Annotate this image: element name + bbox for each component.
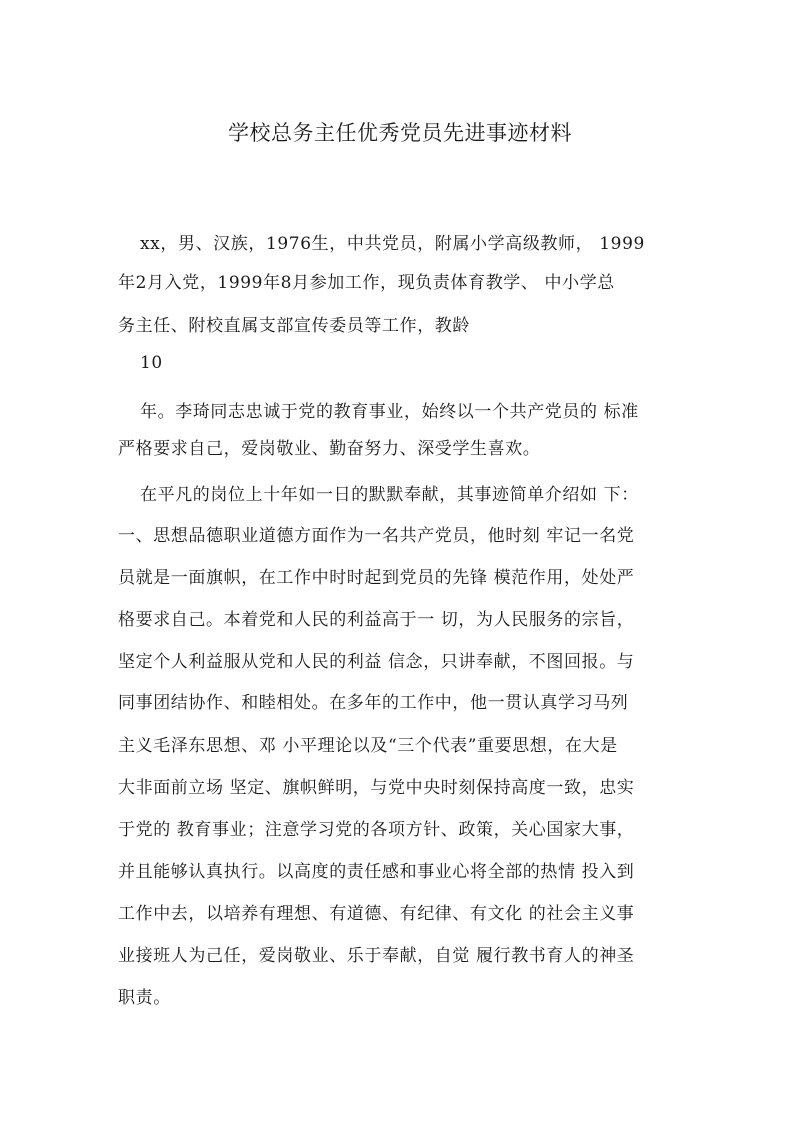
body-line-3: 务主任、附校直属支部宣传委员等工作，教龄 xyxy=(118,316,470,336)
body-line-4: 10 xyxy=(140,353,163,373)
body-line-13: 主义毛泽东思想、邓 小平理论以及“三个代表”重要思想，在大是 xyxy=(118,736,618,756)
body-line-17: 工作中去，以培养有理想、有道德、有纪律、有文化 的社会主义事 xyxy=(118,904,635,924)
body-line-11: 坚定个人利益服从党和人民的利益 信念，只讲奉献，不图回报。与 xyxy=(118,652,635,672)
body-line-10: 格要求自己。本着党和人民的利益高于一 切，为人民服务的宗旨， xyxy=(118,610,635,630)
body-line-14: 大非面前立场 坚定、旗帜鲜明，与党中央时刻保持高度一致，忠实 xyxy=(118,778,635,798)
body-line-1: xx，男、汉族，1976生，中共党员，附属小学高级教师， 1999 xyxy=(140,234,645,254)
body-line-7: 在平凡的岗位上十年如一日的默默奉献，其事迹简单介绍如 下： xyxy=(140,485,639,505)
body-line-16: 并且能够认真执行。以高度的责任感和事业心将全部的热情 投入到 xyxy=(118,862,635,882)
body-line-2: 年2月入党，1999年8月参加工作，现负责体育教学、 中小学总 xyxy=(118,273,615,293)
body-line-15: 于党的 教育事业；注意学习党的各项方针、政策，关心国家大事， xyxy=(118,820,635,840)
body-line-12: 同事团结协作、和睦相处。在多年的工作中，他一贯认真学习马列 xyxy=(118,693,629,713)
body-line-19: 职责。 xyxy=(118,988,171,1008)
body-line-8: 一、思想品德职业道德方面作为一名共产党员，他时刻 牢记一名党 xyxy=(118,526,635,546)
body-line-18: 业接班人为己任，爱岗敬业、乐于奉献，自觉 履行教书育人的神圣 xyxy=(118,946,635,966)
body-line-9: 员就是一面旗帜，在工作中时时起到党员的先锋 模范作用，处处严 xyxy=(118,568,635,588)
body-line-6: 严格要求自己，爱岗敬业、勤奋努力、深受学生喜欢。 xyxy=(118,439,541,459)
body-line-5: 年。李琦同志忠诚于党的教育事业，始终以一个共产党员的 标准 xyxy=(140,402,639,422)
document-title: 学校总务主任优秀党员先进事迹材料 xyxy=(228,121,572,145)
